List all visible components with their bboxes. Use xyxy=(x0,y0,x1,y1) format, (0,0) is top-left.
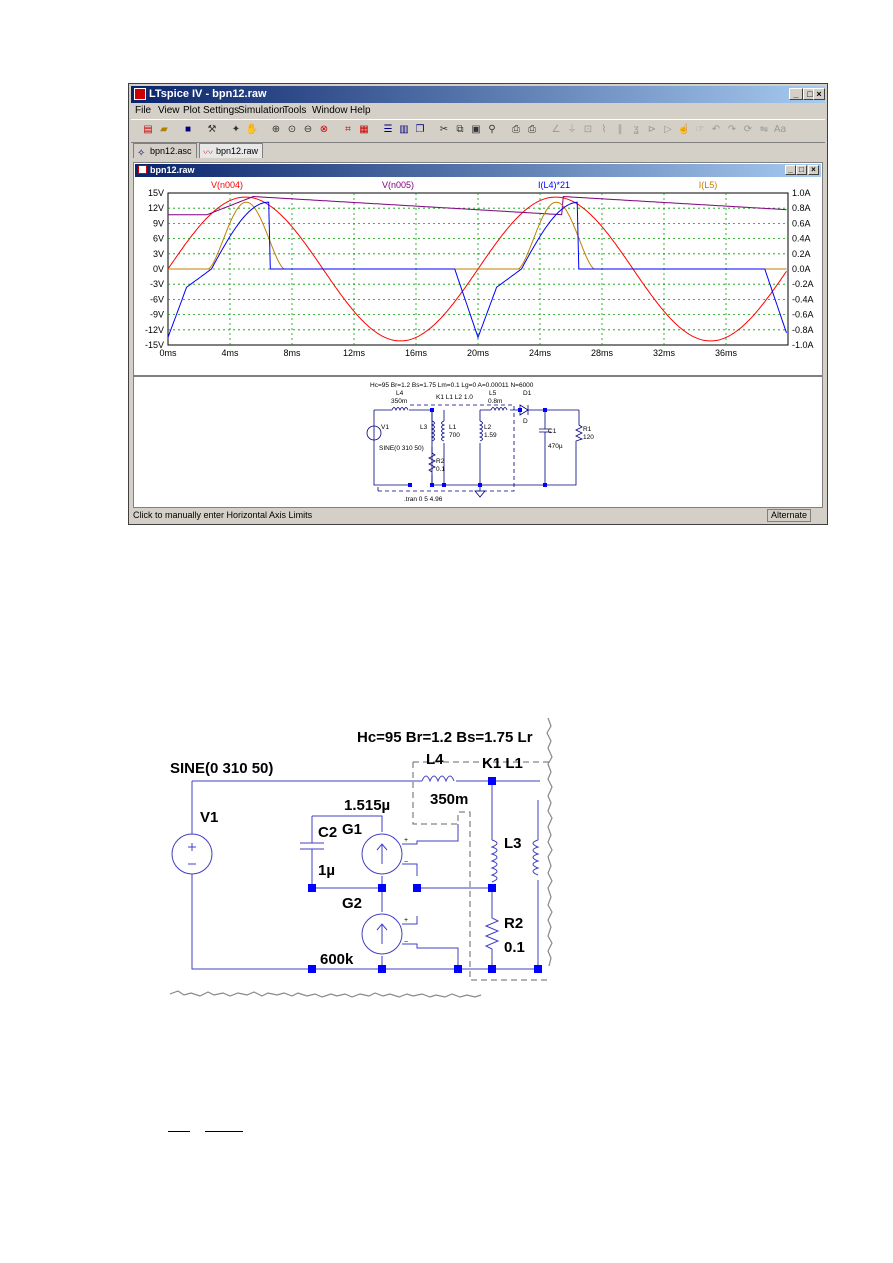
inner-title-bar xyxy=(135,164,821,177)
waveform-window xyxy=(133,162,823,508)
r2-value[interactable]: 0.1 xyxy=(436,466,446,473)
maximize-button[interactable]: □ xyxy=(803,88,817,100)
x-tick-label: 12ms xyxy=(342,348,366,358)
x-tick-label: 0ms xyxy=(159,348,177,358)
status-bar xyxy=(131,509,825,522)
x-tick-label: 4ms xyxy=(221,348,239,358)
detail-g1-value: 1.515µ xyxy=(344,797,391,814)
control-panel-icon[interactable]: ⚒ xyxy=(207,124,217,135)
inner-minimize-button[interactable]: _ xyxy=(785,165,796,175)
autorange-icon[interactable]: ⌗ xyxy=(345,124,351,135)
l1-value[interactable]: 700 xyxy=(449,432,460,439)
cascade-icon[interactable]: ❐ xyxy=(415,124,425,135)
zoom-out-icon[interactable]: ⊖ xyxy=(303,124,313,135)
waveform-doc-icon xyxy=(138,165,147,174)
y-tick-label-right: -1.0A xyxy=(792,340,814,350)
waveform-icon: 〰 xyxy=(203,148,213,159)
l2-value[interactable]: 1.59 xyxy=(484,432,497,439)
rotate-icon[interactable]: ⟳ xyxy=(743,124,753,135)
y-tick-label-left: -15V xyxy=(144,340,164,350)
y-tick-label-left: 9V xyxy=(152,218,164,229)
menu-simulation[interactable]: Simulation xyxy=(238,105,285,116)
torn-edge-bottom xyxy=(170,991,481,997)
halt-icon[interactable]: ✋ xyxy=(245,124,259,135)
l1-label[interactable]: L1 xyxy=(449,424,457,431)
trace-label-il4[interactable]: I(L4)*21 xyxy=(537,180,571,190)
inner-close-button[interactable]: × xyxy=(808,165,819,175)
detail-source: SINE(0 310 50) xyxy=(170,760,274,777)
trace-label-v-n004[interactable]: V(n004) xyxy=(210,180,244,190)
menu-plot-settings[interactable]: Plot Settings xyxy=(183,105,240,116)
y-tick-label-right: 1.0A xyxy=(792,188,811,198)
v1-value[interactable]: SINE(0 310 50) xyxy=(379,445,424,452)
tab-label: bpn12.raw xyxy=(216,146,259,156)
y-tick-label-left: -9V xyxy=(149,309,164,320)
x-tick-label: 28ms xyxy=(590,348,614,358)
trace-label-il5[interactable]: I(L5) xyxy=(698,180,718,190)
move-icon[interactable]: ☝ xyxy=(677,124,691,135)
run-icon[interactable]: ✦ xyxy=(231,124,241,135)
trace-il5 xyxy=(168,202,787,269)
pan-icon[interactable]: ⊙ xyxy=(287,124,297,135)
detail-l3: L3 xyxy=(504,835,522,852)
r2-label[interactable]: R2 xyxy=(436,458,445,465)
y-tick-label-left: 0V xyxy=(152,264,164,274)
new-schematic-icon[interactable]: ▤ xyxy=(143,124,153,135)
detail-g1: G1 xyxy=(342,821,363,838)
capacitor-icon[interactable]: ∥ xyxy=(617,124,623,135)
c1-label[interactable]: C1 xyxy=(548,428,557,435)
coupling-directive[interactable]: K1 L1 L2 1.0 xyxy=(436,394,473,401)
paste-icon[interactable]: ▣ xyxy=(471,124,481,135)
ltspice-window xyxy=(128,83,828,525)
svg-text:−: − xyxy=(404,859,409,866)
zoom-in-icon[interactable]: ⊕ xyxy=(271,124,281,135)
y-tick-label-right: 0.4A xyxy=(792,233,811,244)
resistor-icon[interactable]: ⌇ xyxy=(601,124,607,135)
y-tick-label-right: -0.6A xyxy=(792,309,814,320)
x-tick-label: 20ms xyxy=(466,348,490,358)
tab-bpn12-asc[interactable] xyxy=(133,143,197,158)
close-button[interactable]: × xyxy=(813,88,825,100)
y-tick-label-left: -12V xyxy=(144,324,164,335)
inner-window-title: bpn12.raw xyxy=(150,165,195,175)
trace-label-v-n005[interactable]: V(n005) xyxy=(381,180,415,190)
inner-maximize-button[interactable]: □ xyxy=(796,165,807,175)
l5-value[interactable]: 0.8m xyxy=(488,398,503,405)
open-folder-icon[interactable]: ▰ xyxy=(160,124,168,135)
ground-icon[interactable]: ⏚ xyxy=(567,124,577,135)
detail-c2-value: 1µ xyxy=(318,862,335,879)
x-tick-label: 24ms xyxy=(528,348,552,358)
plot-manual-icon[interactable]: ▦ xyxy=(359,124,369,135)
tile-vertical-icon[interactable]: ▥ xyxy=(399,124,409,135)
y-tick-label-right: 0.2A xyxy=(792,248,811,259)
tab-bpn12-raw[interactable] xyxy=(199,143,263,158)
x-tick-label: 8ms xyxy=(283,348,301,358)
y-tick-label-right: -0.2A xyxy=(792,279,814,290)
toolbar xyxy=(131,119,825,143)
tran-directive[interactable]: .tran 0 5 4.96 xyxy=(404,496,443,503)
fraction-rule xyxy=(205,1131,243,1132)
minimize-button[interactable]: _ xyxy=(789,88,803,100)
x-tick-label: 36ms xyxy=(714,348,738,358)
copy-icon[interactable]: ⧉ xyxy=(456,124,464,135)
status-mode: Alternate xyxy=(767,509,811,522)
fraction-rule xyxy=(168,1131,190,1132)
find-icon[interactable]: ⚲ xyxy=(488,124,496,135)
l3-label[interactable]: L3 xyxy=(420,424,428,431)
redo-icon[interactable]: ↷ xyxy=(727,124,737,135)
y-tick-label-left: 15V xyxy=(147,188,164,198)
menu-view[interactable]: View xyxy=(158,105,180,116)
save-icon[interactable]: ■ xyxy=(184,124,192,135)
d1-label[interactable]: D1 xyxy=(523,390,532,397)
menu-window[interactable]: Window xyxy=(312,105,348,116)
diode-icon[interactable]: ⊳ xyxy=(647,124,657,135)
waveform-plot[interactable] xyxy=(134,177,822,373)
label-net-icon[interactable]: ⊡ xyxy=(583,124,593,135)
y-tick-label-left: 3V xyxy=(152,248,164,259)
menu-bar xyxy=(131,104,825,118)
l2-label[interactable]: L2 xyxy=(484,424,492,431)
detail-v1: V1 xyxy=(200,809,219,826)
window-title: LTspice IV - bpn12.raw xyxy=(149,88,267,100)
svg-text:+: + xyxy=(404,917,409,924)
y-tick-label-left: 12V xyxy=(147,203,164,214)
detail-l4: L4 xyxy=(426,751,444,768)
document-tabs xyxy=(131,142,825,159)
status-message: Click to manually enter Horizontal Axis Limits xyxy=(133,510,313,520)
r1-value[interactable]: 120 xyxy=(583,434,594,441)
detail-r2: R2 xyxy=(504,915,524,932)
y-tick-label-right: 0.6A xyxy=(792,218,811,229)
menu-file[interactable]: File xyxy=(135,105,152,116)
detail-c2: C2 xyxy=(318,824,338,841)
zoom-fit-icon[interactable]: ⊗ xyxy=(319,124,329,135)
print-preview-icon[interactable]: ⎙ xyxy=(512,124,520,135)
model-directive[interactable]: Hc=95 Br=1.2 Bs=1.75 Lm=0.1 Lg=0 A=0.00011 N=6000 xyxy=(370,382,534,389)
schematic-icon: ✧ xyxy=(137,148,146,159)
cut-icon[interactable]: ✂ xyxy=(439,124,449,135)
l4-label[interactable]: L4 xyxy=(396,390,404,397)
c1-value[interactable]: 470µ xyxy=(548,443,563,450)
detail-g2: G2 xyxy=(342,895,363,912)
y-tick-label-right: 0.0A xyxy=(792,264,811,274)
schematic-detail xyxy=(160,712,570,1012)
x-tick-label: 32ms xyxy=(652,348,676,358)
detail-r2-value: 0.1 xyxy=(504,939,525,956)
detail-l4-value: 350m xyxy=(430,791,469,808)
print-icon[interactable]: ⎙ xyxy=(528,124,536,135)
detail-g2-value: 600k xyxy=(320,951,354,968)
menu-help[interactable]: Help xyxy=(350,105,371,116)
inductor-icon[interactable]: ʓ xyxy=(633,124,639,135)
mirror-icon[interactable]: ⇋ xyxy=(759,124,769,135)
torn-edge-right xyxy=(547,718,552,966)
ltspice-app-icon xyxy=(134,88,146,100)
r1-label[interactable]: R1 xyxy=(583,426,592,433)
component-icon[interactable]: ▷ xyxy=(664,124,672,135)
l4-value[interactable]: 350m xyxy=(391,398,408,405)
detail-k1: K1 L1 xyxy=(482,755,523,772)
d1-value[interactable]: D xyxy=(523,418,528,425)
title-bar xyxy=(131,86,825,103)
y-tick-label-right: 0.8A xyxy=(792,203,811,214)
x-tick-label: 16ms xyxy=(404,348,428,358)
y-tick-label-left: -3V xyxy=(149,279,164,290)
v1-label[interactable]: V1 xyxy=(381,424,389,431)
y-tick-label-left: 6V xyxy=(152,233,164,244)
drag-icon[interactable]: ☞ xyxy=(695,124,705,135)
tile-horizontal-icon[interactable]: ☰ xyxy=(383,124,393,135)
text-icon[interactable]: Aa xyxy=(773,124,787,135)
l5-label[interactable]: L5 xyxy=(489,390,497,397)
trace-v-n005 xyxy=(168,197,787,215)
undo-icon[interactable]: ↶ xyxy=(711,124,721,135)
menu-tools[interactable]: Tools xyxy=(283,105,307,116)
tab-label: bpn12.asc xyxy=(150,146,192,156)
wire-icon[interactable]: ∠ xyxy=(551,124,561,135)
svg-text:+: + xyxy=(404,837,409,844)
svg-text:−: − xyxy=(404,939,409,946)
y-tick-label-left: -6V xyxy=(149,294,164,305)
schematic-pane[interactable] xyxy=(134,377,822,505)
y-tick-label-right: -0.8A xyxy=(792,324,814,335)
y-tick-label-right: -0.4A xyxy=(792,294,814,305)
detail-directive: Hc=95 Br=1.2 Bs=1.75 Lr xyxy=(357,729,533,746)
